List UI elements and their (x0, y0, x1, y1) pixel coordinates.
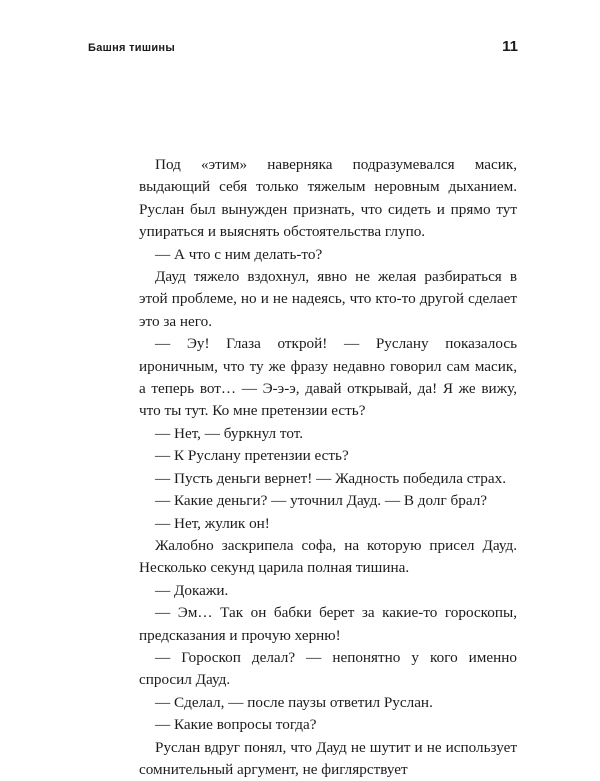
paragraph: — Пусть деньги вернет! — Жадность победила страх. (155, 469, 507, 487)
paragraph: — Докажи. (155, 581, 229, 599)
paragraph: — Какие деньги? — уточнил Дауд. — В долг брал? (155, 492, 488, 510)
paragraph: — А что с ним делать-то? (155, 245, 323, 263)
page-number: 11 (502, 38, 518, 55)
paragraph: — Нет, жулик он! (155, 514, 270, 532)
body-text (139, 154, 517, 781)
paragraph: — Какие вопросы тогда? (155, 716, 317, 734)
paragraph: Дауд тяжело вздохнул, явно не желая разбираться в этой проблеме, но и не надеясь, что кто-то другой сделает это за него. (139, 268, 517, 330)
paragraph: Под «этим» наверняка подразумевался масик, выдающий себя только тяжелым неровным дыханием. Руслан был вынужден признать, что сидеть и прямо тут упираться и выяснять обстоятельства глупо. (139, 156, 517, 241)
paragraph: — К Руслану претензии есть? (155, 447, 349, 465)
paragraph: — Эм… Так он бабки берет за какие-то гороскопы, предсказания и прочую херню! (139, 604, 517, 644)
paragraph: Руслан вдруг понял, что Дауд не шутит и не использует сомнительный аргумент, не фиглярствует (139, 738, 517, 778)
running-title: Башня тишины (88, 42, 176, 54)
paragraph: Жалобно заскрипела софа, на которую присел Дауд. Несколько секунд царила полная тишина. (139, 536, 517, 577)
page-header (88, 38, 518, 58)
paragraph: — Нет, — буркнул тот. (155, 424, 304, 442)
paragraph: — Эу! Глаза открой! — Руслану показалось ироничным, что ту же фразу недавно говорил сам масик, а теперь вот… — Э-э-э, давай открывай, да! Я же вижу, что ты тут. Ко мне претензии есть? (139, 335, 517, 420)
paragraph: — Сделал, — после паузы ответил Руслан. (155, 693, 433, 711)
paragraph: — Гороскоп делал? — непонятно у кого именно спросил Дауд. (139, 648, 517, 689)
